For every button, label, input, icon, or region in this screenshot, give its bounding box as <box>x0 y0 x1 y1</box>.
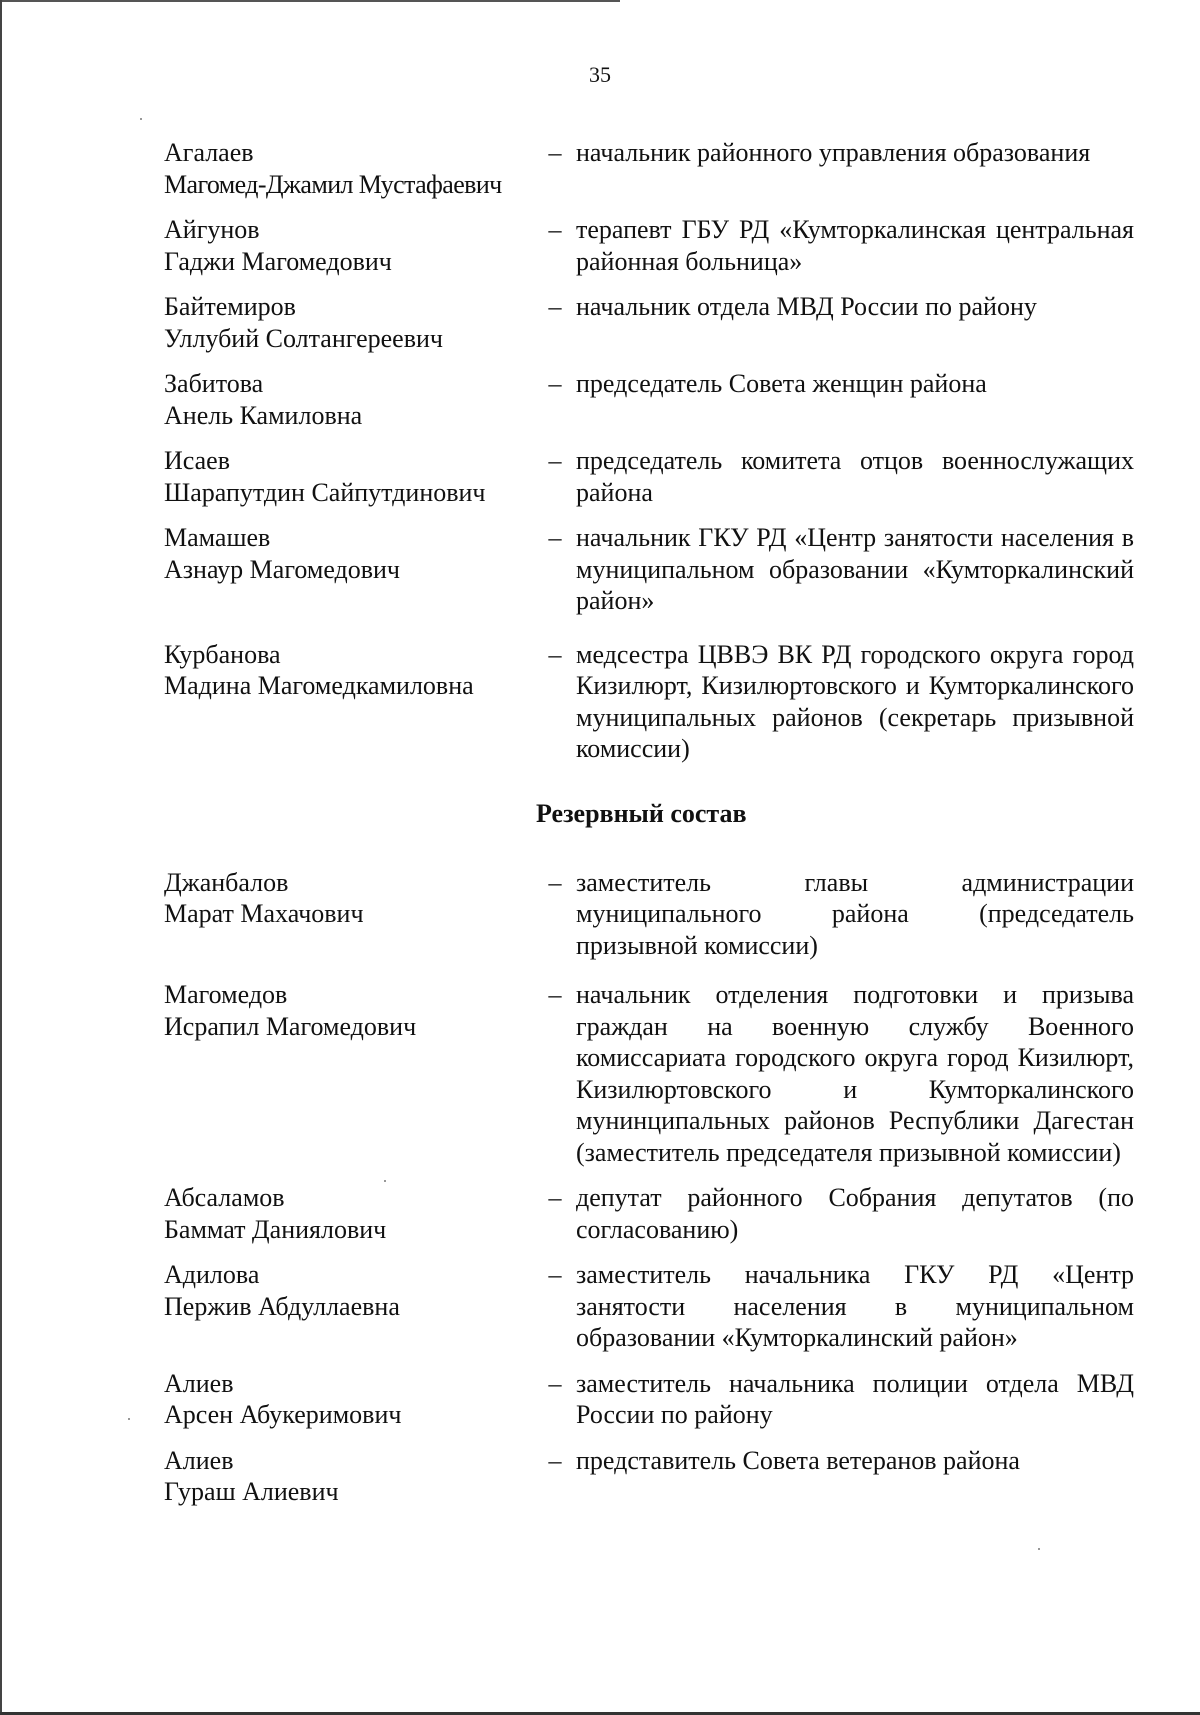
member-entry <box>164 867 1134 962</box>
reserve-members-list <box>164 867 1134 1508</box>
member-surname: Алиев <box>164 1368 234 1398</box>
scan-speck <box>140 118 142 120</box>
member-position: депутат районного Собрания депутатов (по согласованию) <box>576 1183 1134 1244</box>
member-name <box>164 214 534 277</box>
member-surname: Алиев <box>164 1445 234 1475</box>
scan-speck <box>128 1418 130 1420</box>
dash-separator: – <box>548 138 562 167</box>
member-name <box>164 867 534 962</box>
dash-separator: – <box>548 639 562 669</box>
member-position: медсестра ЦВВЭ ВК РД городского округа город Кизилюрт, Кизилюртовского и Кумторкалинского муниципальных районов (секретарь призывной комиссии) <box>576 639 1134 763</box>
main-members-list <box>164 137 1134 765</box>
page-number: 35 <box>589 62 611 87</box>
member-surname: Исаев <box>164 446 230 475</box>
member-position: председатель Совета женщин района <box>576 369 987 398</box>
member-entry <box>164 368 1134 431</box>
dash-separator: – <box>548 292 562 321</box>
member-entry <box>164 1445 1134 1508</box>
member-given-names: Шарапутдин Сайпутдинович <box>164 477 486 507</box>
dash-separator: – <box>548 980 562 1009</box>
member-entry <box>164 291 1134 354</box>
member-position: начальник ГКУ РД «Центр занятости населения в муниципальном образовании «Кумторкалинский район» <box>576 523 1134 615</box>
member-name <box>164 522 534 617</box>
member-surname: Адилова <box>164 1260 260 1289</box>
scan-speck <box>1038 1548 1040 1550</box>
member-name <box>164 445 534 508</box>
document-body <box>164 137 1134 1508</box>
member-given-names: Гураш Алиевич <box>164 1477 339 1506</box>
member-surname: Абсаламов <box>164 1183 285 1212</box>
member-given-names: Мадина Магомедкамиловна <box>164 671 474 700</box>
member-name <box>164 1445 534 1508</box>
member-given-names: Марат Махачович <box>164 899 364 928</box>
member-name <box>164 1368 534 1431</box>
member-name <box>164 1182 534 1245</box>
member-entry <box>164 1259 1134 1354</box>
member-entry <box>164 445 1134 508</box>
reserve-section-heading: Резервный состав <box>536 798 747 828</box>
member-entry <box>164 214 1134 277</box>
member-surname: Айгунов <box>164 215 260 244</box>
member-given-names: Арсен Абукеримович <box>164 1400 402 1429</box>
member-surname: Магомедов <box>164 980 288 1009</box>
scan-edge-top <box>0 0 620 2</box>
member-given-names: Пержив Абдуллаевна <box>164 1291 400 1321</box>
dash-separator: – <box>548 446 562 475</box>
member-position: начальник отделения подготовки и призыва граждан на военную службу Военного комиссариата городского округа город Кизилюрт, Кизилюртовского и Кумторкалинского мунинципальных районов Республики Дагестан (заместитель председателя призывной комиссии) <box>576 980 1134 1167</box>
member-position: терапевт ГБУ РД «Кумторкалинская центральная районная больница» <box>576 215 1134 276</box>
member-position: заместитель главы администрации муниципального района (председатель призывной комиссии) <box>576 867 1134 960</box>
member-given-names: Магомед-Джамил Мустафаевич <box>164 169 502 199</box>
member-position: заместитель начальника ГКУ РД «Центр занятости населения в муниципальном образовании «Кумторкалинский район» <box>576 1260 1134 1352</box>
member-entry <box>164 1368 1134 1431</box>
dash-separator: – <box>548 1445 562 1475</box>
member-entry <box>164 522 1134 617</box>
member-name <box>164 291 534 354</box>
dash-separator: – <box>548 523 562 552</box>
member-surname: Агалаев <box>164 138 254 167</box>
dash-separator: – <box>548 1260 562 1289</box>
dash-separator: – <box>548 1368 562 1398</box>
member-given-names: Баммат Даниялович <box>164 1214 387 1244</box>
member-entry <box>164 639 1134 765</box>
scan-edge-left <box>0 0 2 1715</box>
member-name <box>164 1259 534 1354</box>
member-surname: Джанбалов <box>164 867 289 897</box>
member-entry <box>164 137 1134 200</box>
dash-separator: – <box>548 1183 562 1212</box>
member-position: представитель Совета ветеранов района <box>576 1445 1020 1475</box>
member-name <box>164 368 534 431</box>
member-surname: Байтемиров <box>164 292 296 321</box>
dash-separator: – <box>548 369 562 398</box>
member-name <box>164 639 534 765</box>
member-given-names: Исрапил Магомедович <box>164 1011 417 1041</box>
member-given-names: Уллубий Солтангереевич <box>164 323 443 353</box>
member-name <box>164 137 534 200</box>
member-position: начальник районного управления образования <box>576 138 1091 167</box>
member-given-names: Анель Камиловна <box>164 400 363 430</box>
member-position: начальник отдела МВД России по району <box>576 292 1037 321</box>
member-given-names: Азнаур Магомедович <box>164 554 401 584</box>
member-entry <box>164 979 1134 1168</box>
member-position: председатель комитета отцов военнослужащих района <box>576 446 1134 507</box>
member-surname: Забитова <box>164 369 264 398</box>
member-position: заместитель начальника полиции отдела МВД России по району <box>576 1368 1134 1429</box>
dash-separator: – <box>548 867 562 897</box>
member-name <box>164 979 534 1168</box>
member-surname: Мамашев <box>164 523 271 552</box>
member-given-names: Гаджи Магомедович <box>164 246 392 276</box>
member-surname: Курбанова <box>164 639 281 669</box>
dash-separator: – <box>548 215 562 244</box>
member-entry <box>164 1182 1134 1245</box>
